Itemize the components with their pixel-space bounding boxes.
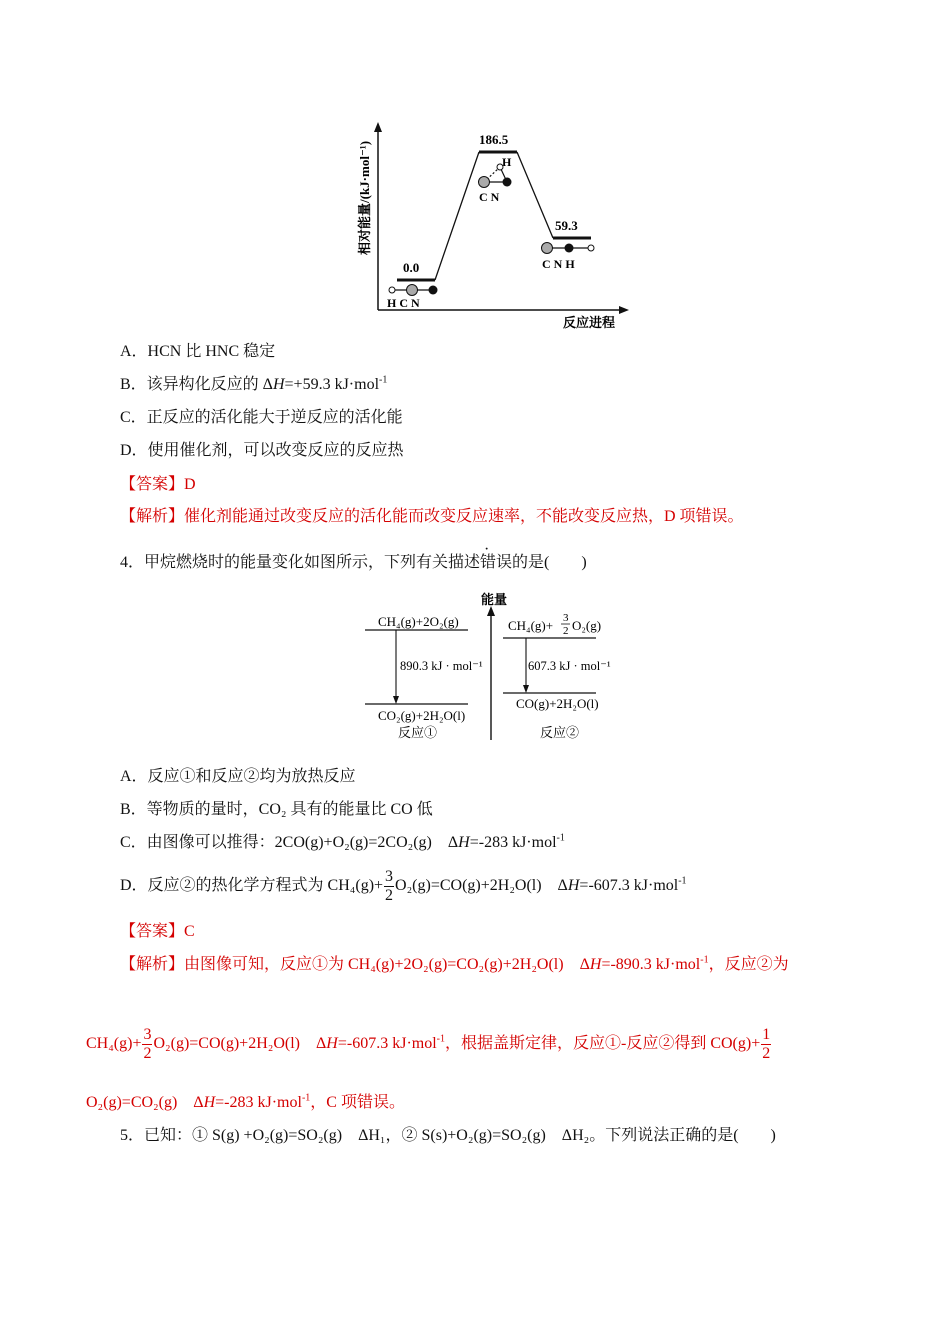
- q4-analysis-line1: [120, 955, 789, 975]
- q4-an3-b: =-283 kJ·mol: [215, 1094, 302, 1111]
- q4-an3-sup: -1: [301, 1092, 311, 1104]
- r2-value: 607.3 kJ · mol⁻¹: [528, 659, 611, 673]
- r1-top-label: CH₄(g)+2O₂(g): [378, 614, 459, 629]
- energy-axis-arrow: [487, 606, 495, 616]
- r2-bottom-label: CO(g)+2H₂O(l): [516, 696, 599, 711]
- q4-an1-b: =-890.3 kJ·mol: [601, 956, 701, 973]
- ts-h-label: H: [502, 155, 512, 169]
- level-186-label: 186.5: [479, 132, 509, 147]
- ts-cn-labels: C N: [479, 190, 500, 204]
- q4-stem-emphasis: 错误: [480, 554, 513, 571]
- q4-d-sup: -1: [678, 875, 687, 887]
- q3-b-var: H: [272, 376, 285, 393]
- q4-an2-b: O₂(g)=CO(g)+2H₂O(l) Δ: [153, 1035, 327, 1052]
- hcn-atom-labels: H C N: [387, 296, 420, 310]
- hnc-n-atom: [565, 244, 574, 253]
- r2-frac-num: 3: [563, 612, 569, 624]
- q4-option-b: B．等物质的量时，CO₂ 具有的能量比 CO 低: [120, 801, 433, 818]
- q4-analysis-line2: [86, 1024, 772, 1064]
- q4-an1-a: 【解析】由图像可知，反应①为 CH₄(g)+2O₂(g)=CO₂(g)+2H₂O(l) Δ: [120, 956, 590, 973]
- q4-c-a: C．由图像可以推得：2CO(g)+O₂(g)=2CO₂(g) Δ: [120, 834, 459, 851]
- q3-analysis: 【解析】催化剂能通过改变反应的活化能而改变反应速率，不能改变反应热，D 项错误。: [120, 508, 744, 525]
- level-0-label: 0.0: [403, 260, 420, 275]
- q4-an2-fraction2: [761, 1026, 771, 1063]
- path-down: [517, 152, 553, 238]
- q4-option-c: [120, 833, 565, 853]
- y-axis-arrow: [374, 122, 382, 132]
- hnc-atom-labels: C N H: [542, 257, 575, 271]
- q3-option-b: [120, 375, 387, 395]
- q4-d-c: =-607.3 kJ·mol: [579, 877, 679, 894]
- q4-d-var: H: [567, 877, 580, 894]
- q4-an2-den: 2: [143, 1044, 152, 1062]
- q4-c-b: =-283 kJ·mol: [469, 834, 557, 851]
- r2-frac-den: 2: [563, 625, 569, 637]
- r1-value: 890.3 kJ · mol⁻¹: [400, 659, 483, 673]
- q4-an2-c: =-607.3 kJ·mol: [337, 1035, 437, 1052]
- q4-an1-c: ，反应②为: [708, 956, 789, 973]
- q4-option-a: A．反应①和反应②均为放热反应: [120, 768, 356, 785]
- q4-option-d: [120, 866, 687, 906]
- q3-answer: 【答案】D: [120, 476, 196, 493]
- q4-an3-c: ，C 项错误。: [310, 1094, 405, 1111]
- r2-top-label-a: CH₄(g)+: [508, 618, 554, 633]
- q4-an2-var: H: [326, 1035, 338, 1052]
- r2-name: 反应②: [540, 725, 580, 740]
- q3-b-prefix: B．该异构化反应的 Δ: [120, 376, 273, 393]
- path-up: [435, 152, 479, 280]
- q3-option-c: C．正反应的活化能大于逆反应的活化能: [120, 409, 403, 426]
- q4-c-sup: -1: [556, 832, 565, 844]
- x-axis-arrow: [619, 306, 629, 314]
- r2-arrow-head: [523, 685, 529, 693]
- y-axis-label: 相对能量/(kJ·mol⁻¹): [357, 140, 372, 255]
- energy-profile-svg: [355, 120, 645, 335]
- hnc-h-atom: [588, 245, 594, 251]
- ts-n-atom: [503, 178, 512, 187]
- q4-an3-a: O₂(g)=CO₂(g) Δ: [86, 1094, 204, 1111]
- q4-stem-post: 的是( ): [512, 554, 587, 571]
- ts-c-atom: [479, 177, 490, 188]
- hnc-c-atom: [542, 243, 553, 254]
- energy-profile-figure: [355, 120, 645, 335]
- r1-arrow-head: [393, 696, 399, 704]
- q4-an2-a: CH₄(g)+: [86, 1035, 142, 1052]
- h-atom: [389, 287, 395, 293]
- q4-an1-var: H: [589, 956, 602, 973]
- methane-energy-svg: [360, 590, 630, 745]
- q4-an1-sup: -1: [700, 954, 709, 966]
- q4-d-num: 3: [385, 867, 394, 885]
- x-axis-label: 反应进程: [563, 315, 616, 330]
- q4-answer: 【答案】C: [120, 923, 195, 940]
- q4-an2-num2: 1: [762, 1025, 771, 1043]
- q3-option-a: A．HCN 比 HNC 稳定: [120, 343, 276, 360]
- q5-stem: 5．已知：① S(g) +O₂(g)=SO₂(g) ΔH₁，② S(s)+O₂(g)=SO₂(g) ΔH₂。下列说法正确的是( ): [120, 1127, 776, 1144]
- q4-an2-sup: -1: [436, 1033, 445, 1045]
- q4-d-a: D．反应②的热化学方程式为 CH₄(g)+: [120, 877, 384, 894]
- q4-stem: [120, 553, 587, 573]
- n-atom: [429, 286, 438, 295]
- q4-an2-num: 3: [143, 1025, 152, 1043]
- level-59-label: 59.3: [555, 218, 578, 233]
- q4-an2-fraction: [142, 1026, 152, 1063]
- c-atom: [407, 285, 418, 296]
- q4-d-den: 2: [385, 886, 394, 904]
- q4-d-b: O₂(g)=CO(g)+2H₂O(l) Δ: [395, 877, 568, 894]
- methane-energy-figure: [360, 590, 630, 745]
- energy-axis-label: 能量: [481, 592, 508, 607]
- q4-an3-var: H: [203, 1094, 216, 1111]
- q4-d-fraction: [384, 868, 394, 905]
- r1-name: 反应①: [398, 725, 438, 740]
- q3-b-value: =+59.3 kJ·mol: [284, 376, 380, 393]
- q4-analysis-line3: [86, 1093, 405, 1113]
- q4-an2-den2: 2: [762, 1044, 771, 1062]
- r1-bottom-label: CO₂(g)+2H₂O(l): [378, 708, 466, 723]
- q4-stem-pre: 4．甲烷燃烧时的能量变化如图所示，下列有关描述: [120, 554, 481, 571]
- q4-an2-d: ，根据盖斯定律，反应①-反应②得到 CO(g)+: [445, 1035, 761, 1052]
- r2-top-label-b: O₂(g): [572, 618, 602, 633]
- q3-b-sup: -1: [379, 374, 388, 386]
- q4-c-var: H: [458, 834, 470, 851]
- q3-option-d: D．使用催化剂，可以改变反应的反应热: [120, 442, 404, 459]
